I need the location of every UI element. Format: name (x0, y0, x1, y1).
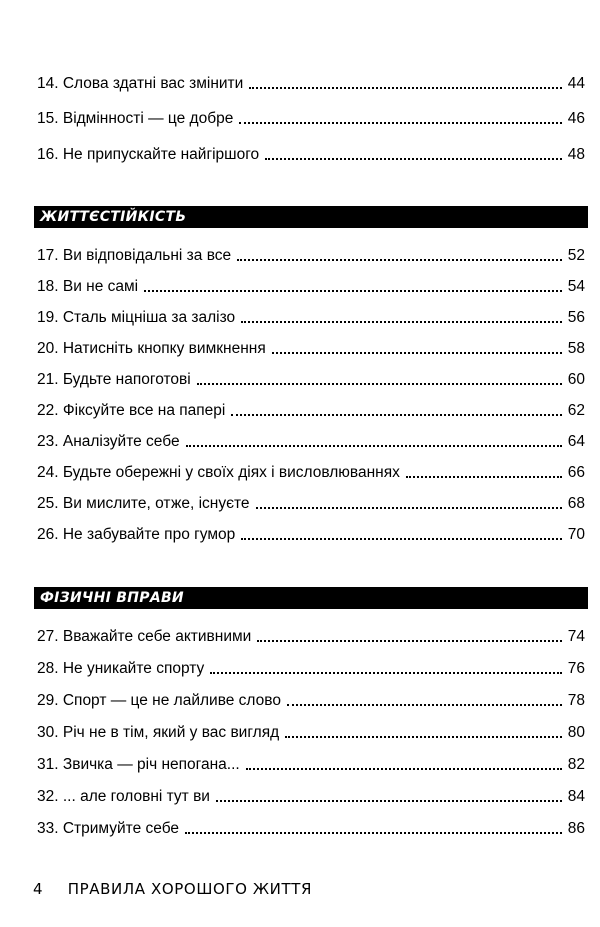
toc-entry-title: 14. Слова здатні вас змінити (37, 75, 244, 92)
toc-entry-title: 18. Ви не самі (37, 278, 139, 295)
toc-entry-title: 15. Відмінності — це добре (37, 110, 234, 127)
dot-leader (249, 87, 561, 89)
toc-entry-title: 23. Аналізуйте себе (37, 433, 180, 450)
toc-entry[interactable] (37, 519, 585, 545)
toc-entry[interactable] (37, 364, 585, 390)
toc-entry-page: 64 (567, 433, 585, 450)
toc-entry-title: 31. Звичка — річ непогана... (37, 756, 240, 773)
dot-leader (216, 800, 562, 802)
toc-entry-title: 29. Спорт — це не лайливе слово (37, 692, 281, 709)
toc-entry[interactable] (37, 139, 585, 165)
dot-leader (210, 672, 561, 674)
toc-entry-page: 62 (567, 402, 585, 419)
section-heading: ФІЗИЧНІ ВПРАВИ (34, 587, 588, 609)
toc-entry-page: 52 (567, 247, 585, 264)
toc-entry-page: 70 (567, 526, 585, 543)
toc-entry-title: 16. Не припускайте найгіршого (37, 146, 260, 163)
toc-entry-title: 25. Ви мислите, отже, існуєте (37, 495, 250, 512)
toc-entry[interactable] (37, 813, 585, 839)
dot-leader (239, 122, 561, 124)
toc-entry-page: 84 (567, 788, 585, 805)
toc-entry-page: 54 (567, 278, 585, 295)
toc-entry[interactable] (37, 395, 585, 421)
toc-entry[interactable] (37, 717, 585, 743)
toc-entry[interactable] (37, 240, 585, 266)
dot-leader (197, 383, 562, 385)
dot-leader (231, 414, 561, 416)
toc-entry[interactable] (37, 103, 585, 129)
toc-entry[interactable] (37, 457, 585, 483)
dot-leader (241, 321, 562, 323)
toc-entry-title: 26. Не забувайте про гумор (37, 526, 236, 543)
toc-entry-page: 76 (567, 660, 585, 677)
toc-entry-title: 20. Натисніть кнопку вимкнення (37, 340, 266, 357)
toc-entry-page: 66 (567, 464, 585, 481)
toc-entry[interactable] (37, 333, 585, 359)
toc-entry-title: 32. ... але головні тут ви (37, 788, 210, 805)
dot-leader (185, 832, 562, 834)
toc-entry[interactable] (37, 488, 585, 514)
toc-entry-title: 27. Вважайте себе активними (37, 628, 252, 645)
toc-entry-title: 30. Річ не в тім, який у вас вигляд (37, 724, 280, 741)
toc-entry-page: 48 (567, 146, 585, 163)
dot-leader (272, 352, 562, 354)
toc-entry[interactable] (37, 653, 585, 679)
toc-entry-title: 28. Не уникайте спорту (37, 660, 205, 677)
toc-entry[interactable] (37, 426, 585, 452)
toc-entry-page: 44 (567, 75, 585, 92)
footer-page-number: 4 (33, 880, 43, 898)
toc-entry[interactable] (37, 271, 585, 297)
dot-leader (144, 290, 562, 292)
toc-entry[interactable] (37, 302, 585, 328)
footer-book-title: ПРАВИЛА ХОРОШОГО ЖИТТЯ (67, 880, 313, 898)
dot-leader (237, 259, 562, 261)
dot-leader (256, 507, 562, 509)
dot-leader (241, 538, 562, 540)
toc-entry-page: 78 (567, 692, 585, 709)
toc-entry-page: 80 (567, 724, 585, 741)
toc-entry[interactable] (37, 685, 585, 711)
section-heading: ЖИТТЄСТІЙКІСТЬ (34, 206, 588, 228)
toc-entry-title: 19. Сталь міцніша за залізо (37, 309, 236, 326)
toc-entry[interactable] (37, 68, 585, 94)
dot-leader (285, 736, 562, 738)
dot-leader (406, 476, 562, 478)
dot-leader (246, 768, 562, 770)
page-footer (33, 877, 312, 901)
toc-entry-page: 68 (567, 495, 585, 512)
toc-entry[interactable] (37, 621, 585, 647)
toc-entry-page: 82 (567, 756, 585, 773)
toc-entry-title: 33. Стримуйте себе (37, 820, 180, 837)
dot-leader (265, 158, 562, 160)
dot-leader (287, 704, 562, 706)
toc-entry-title: 24. Будьте обережні у своїх діях і висловлюваннях (37, 464, 400, 481)
toc-entry[interactable] (37, 749, 585, 775)
toc-entry-page: 74 (567, 628, 585, 645)
toc-entry-title: 22. Фіксуйте все на папері (37, 402, 226, 419)
toc-entry-page: 56 (567, 309, 585, 326)
toc-entry-page: 60 (567, 371, 585, 388)
toc-entry-page: 46 (567, 110, 585, 127)
toc-entry-page: 86 (567, 820, 585, 837)
toc-entry-title: 21. Будьте напоготові (37, 371, 191, 388)
dot-leader (257, 640, 561, 642)
toc-entry[interactable] (37, 781, 585, 807)
toc-entry-title: 17. Ви відповідальні за все (37, 247, 232, 264)
dot-leader (186, 445, 562, 447)
toc-entry-page: 58 (567, 340, 585, 357)
